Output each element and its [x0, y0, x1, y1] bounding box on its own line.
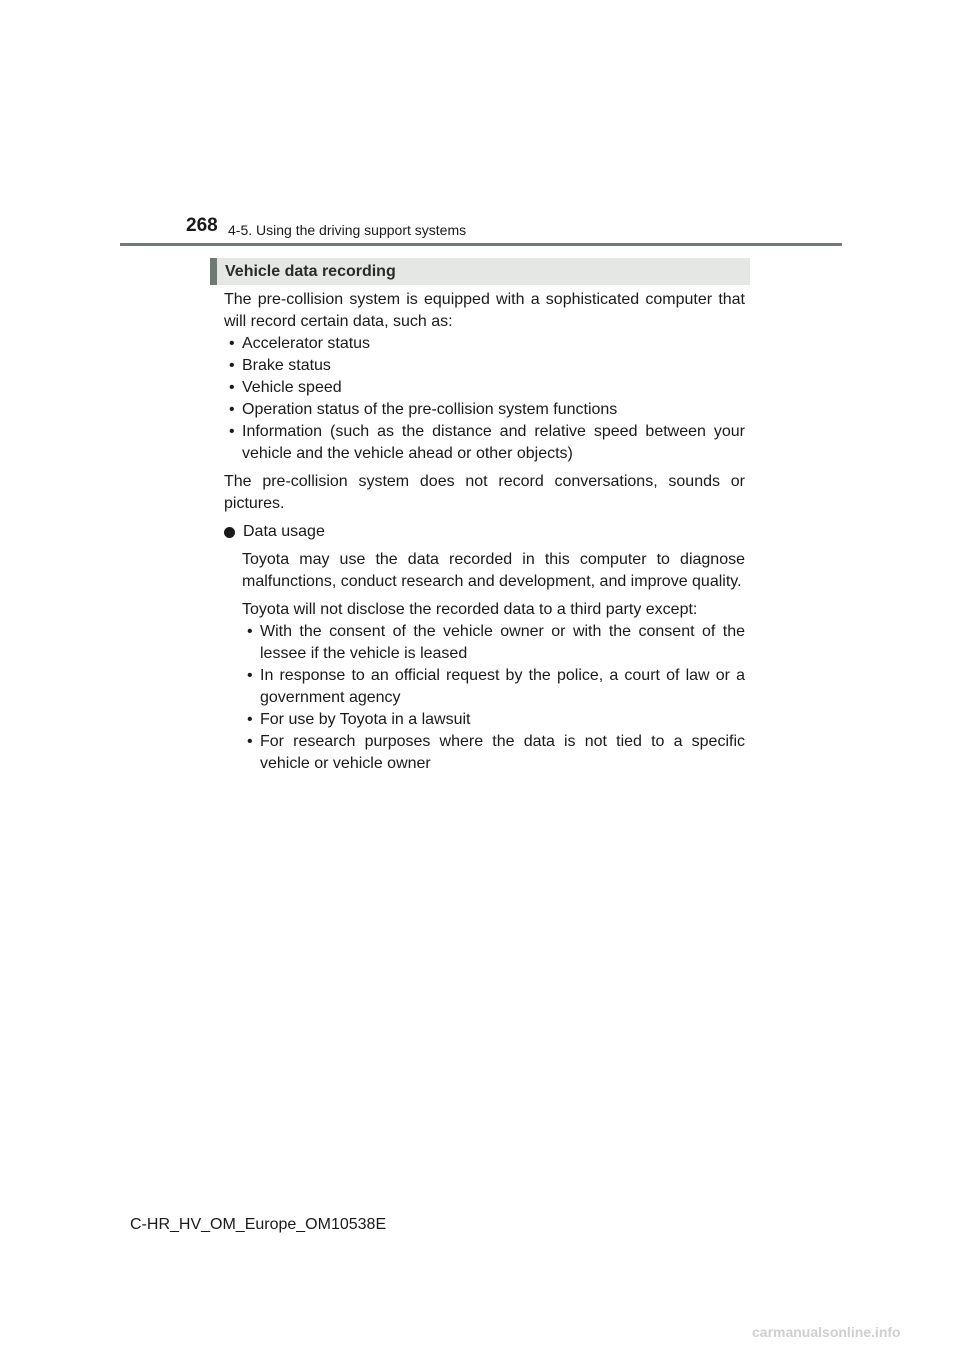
data-usage-title: Data usage [243, 523, 325, 540]
list-item: • Brake status [224, 355, 745, 377]
recorded-items-list [224, 333, 745, 465]
page-number: 268 [186, 215, 218, 236]
data-usage-heading [224, 521, 745, 543]
disclosure-paragraph: Toyota will not disclose the recorded data to a third party except: [242, 601, 698, 618]
list-item: • In response to an official request by the police, a court of law or a government agency [247, 667, 745, 706]
list-item: • Accelerator status [224, 333, 745, 355]
bullet-icon: • [247, 711, 253, 728]
list-item: • For research purposes where the data is not tied to a specific vehicle or vehicle owner [247, 733, 745, 772]
intro-paragraph: The pre-collision system is equipped with a sophisticated computer that will record certain data, such as: [224, 291, 745, 330]
bullet-icon: • [229, 379, 235, 396]
bullet-icon: • [247, 733, 253, 750]
data-usage-body [242, 549, 745, 775]
document-id: C-HR_HV_OM_Europe_OM10538E [130, 1216, 387, 1233]
header-divider [120, 243, 842, 246]
not-recorded-paragraph: The pre-collision system does not record conversations, sounds or pictures. [224, 473, 745, 512]
filled-circle-icon [224, 527, 235, 538]
watermark: carmanualsonline.info [752, 1324, 901, 1340]
exceptions-list [242, 621, 745, 775]
content-body [224, 289, 745, 781]
section-title: 4-5. Using the driving support systems [228, 222, 467, 238]
list-item: • Information (such as the distance and relative speed between your vehicle and the vehicle ahead or other objects) [229, 423, 745, 462]
bullet-icon: • [229, 401, 235, 418]
bullet-icon: • [229, 335, 235, 352]
bullet-icon: • [229, 357, 235, 374]
section-heading: Vehicle data recording [210, 258, 750, 285]
bullet-icon: • [247, 667, 253, 684]
bullet-icon: • [247, 623, 253, 640]
list-item: • For use by Toyota in a lawsuit [242, 709, 745, 731]
list-item: • Vehicle speed [224, 377, 745, 399]
list-item: • With the consent of the vehicle owner or with the consent of the lessee if the vehicle is leased [247, 623, 745, 662]
bullet-icon: • [229, 423, 235, 440]
data-usage-paragraph: Toyota may use the data recorded in this computer to diagnose malfunctions, conduct research and development, and improve quality. [242, 551, 745, 590]
list-item: • Operation status of the pre-collision system functions [224, 399, 745, 421]
